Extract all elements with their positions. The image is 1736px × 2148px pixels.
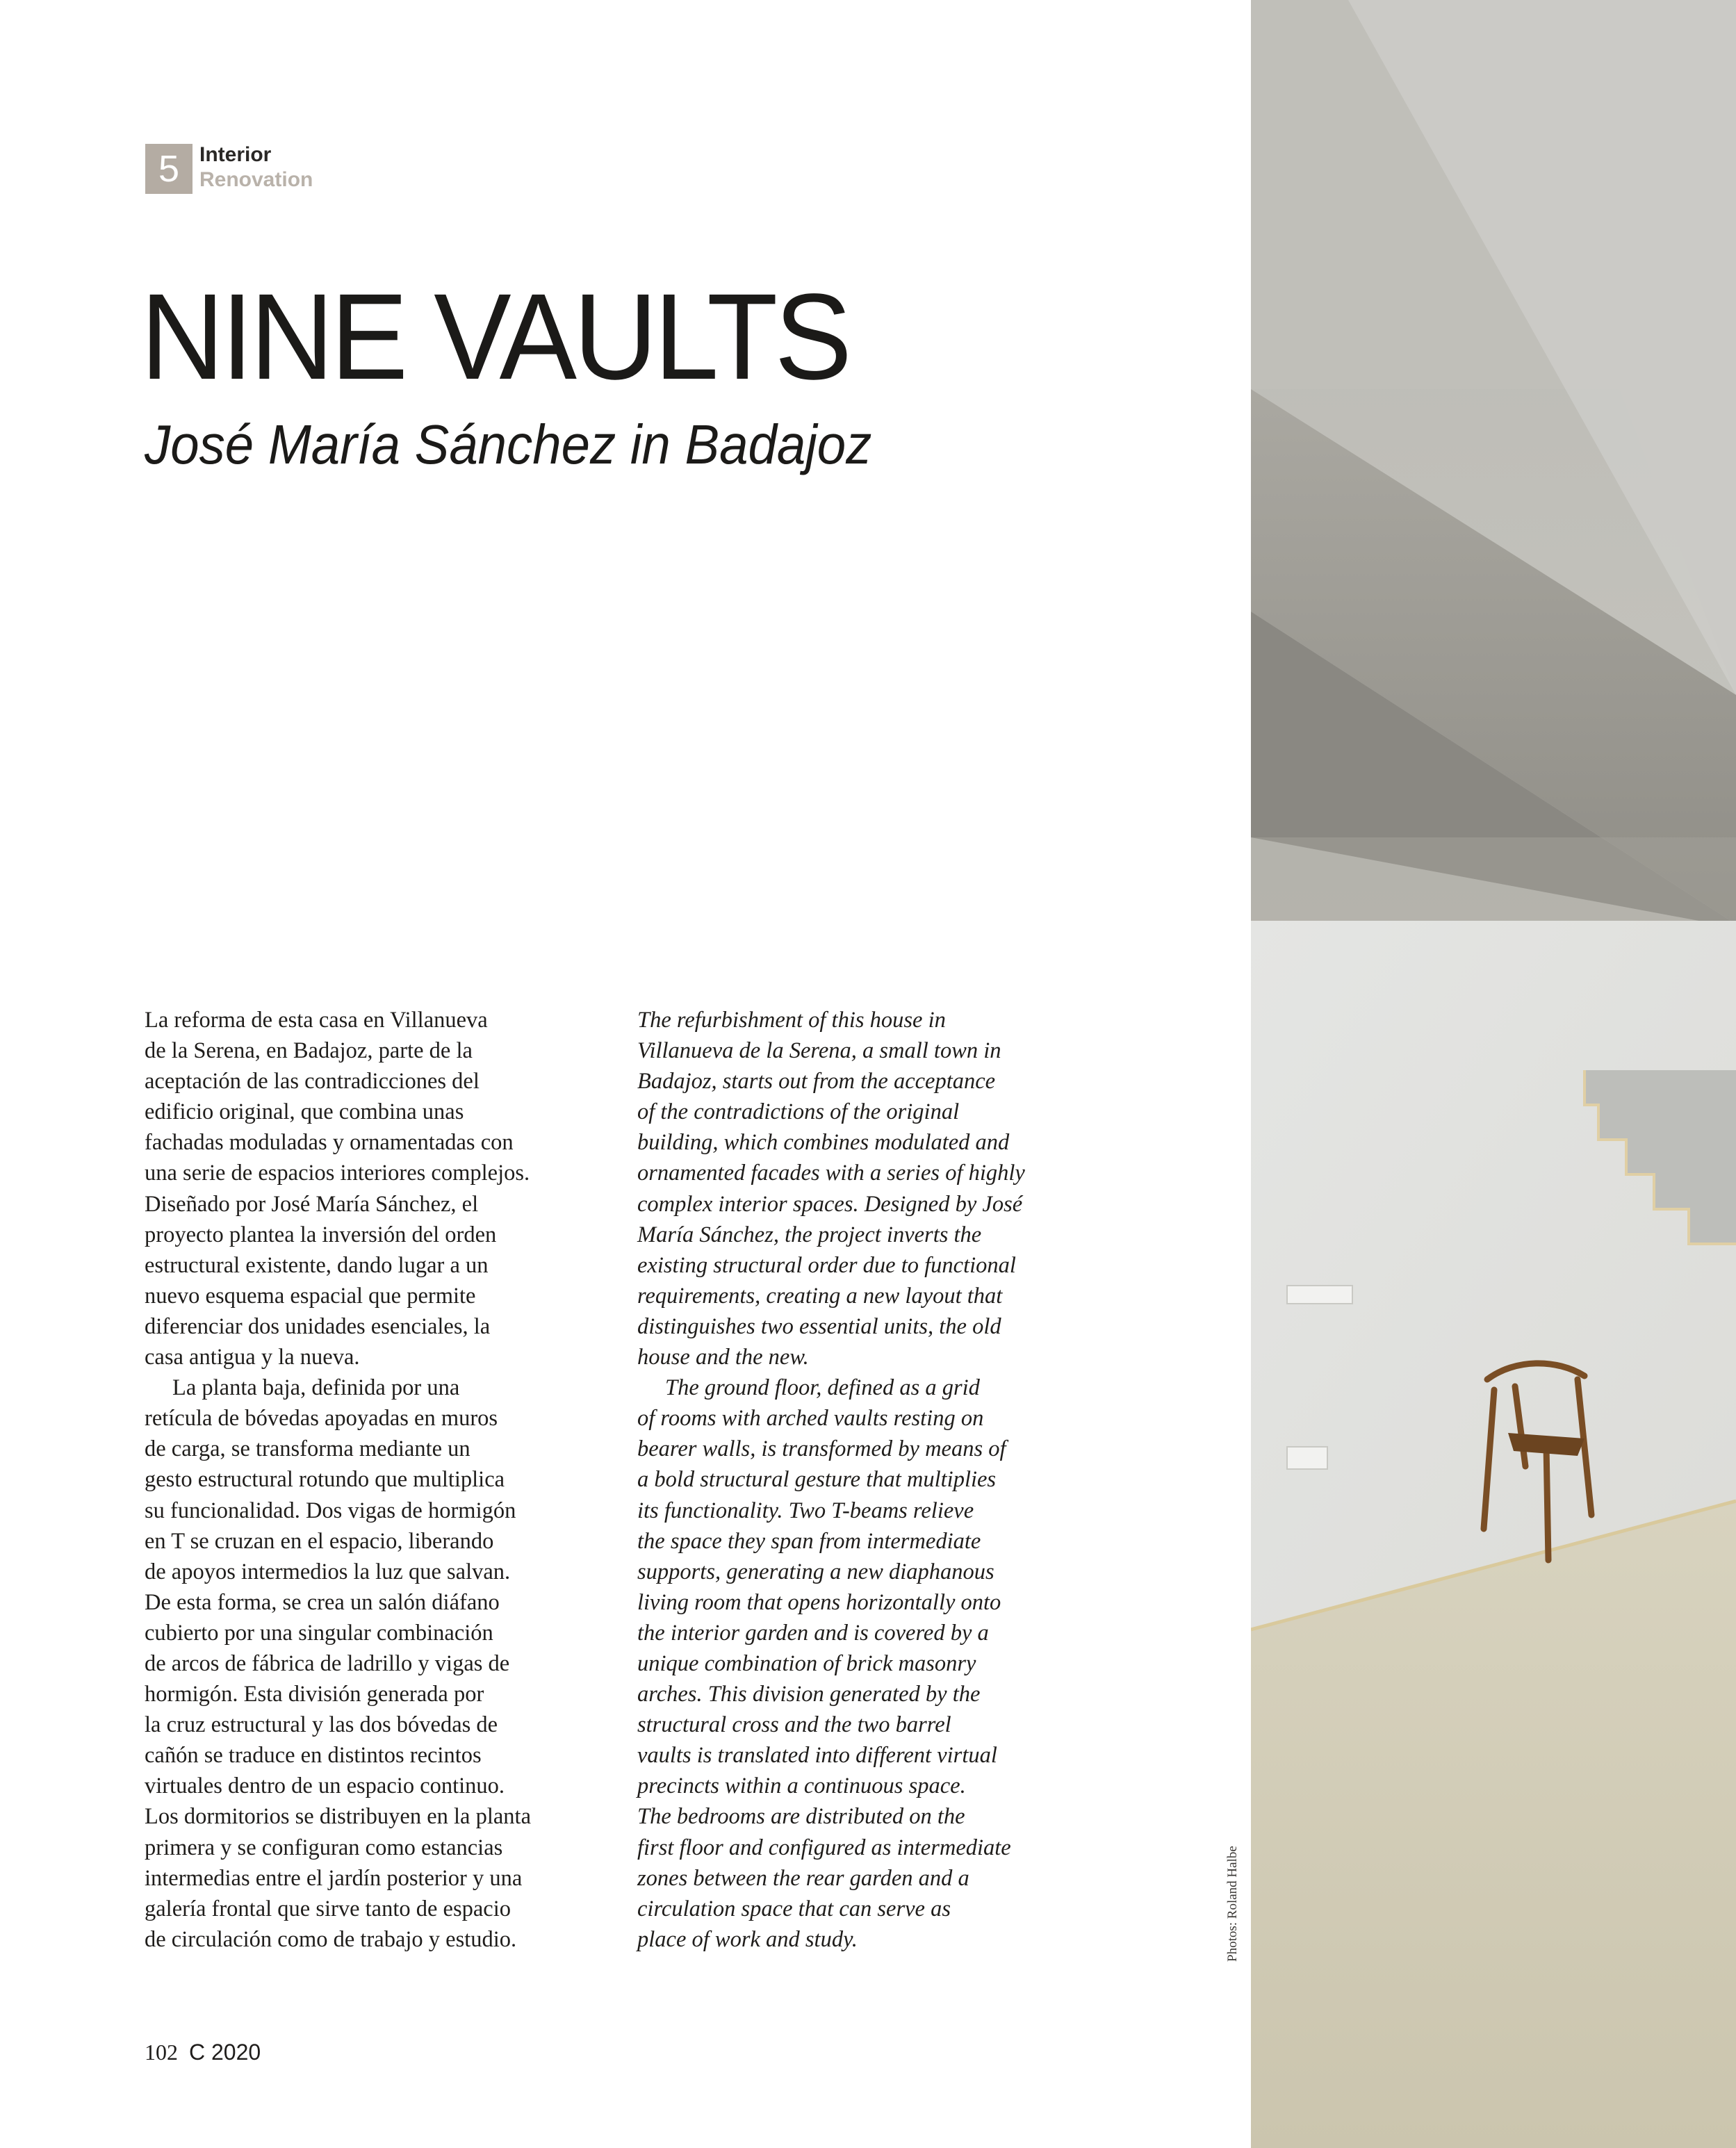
body-text-line: of rooms with arched vaults resting on: [637, 1406, 984, 1432]
body-text-line: una serie de espacios interiores complejos.: [145, 1161, 530, 1186]
body-text-line: its functionality. Two T-beams relieve: [637, 1498, 974, 1523]
body-text-line: primera y se configuran como estancias: [145, 1835, 503, 1860]
body-column-spanish: [145, 1005, 617, 1955]
body-text-line: existing structural order due to functional: [637, 1252, 1016, 1278]
page-folio: [145, 2038, 261, 2066]
body-text-line: La reforma de esta casa en Villanueva: [145, 1008, 488, 1033]
body-text-line: The ground floor, defined as a grid: [665, 1375, 980, 1401]
body-text-line: precincts within a continuous space.: [637, 1773, 966, 1799]
body-text-line: en T se cruzan en el espacio, liberando: [145, 1528, 494, 1554]
body-text-line: a bold structural gesture that multiplies: [637, 1467, 997, 1493]
body-text-line: la cruz estructural y las dos bóvedas de: [145, 1712, 498, 1738]
body-text-line: intermedias entre el jardín posterior y una: [145, 1865, 523, 1891]
body-text-line: virtuales dentro de un espacio continuo.: [145, 1773, 505, 1799]
body-text-line: cubierto por una singular combinación: [145, 1620, 493, 1646]
body-text-line: de la Serena, en Badajoz, parte de la: [145, 1038, 473, 1064]
body-text-line: gesto estructural rotundo que multiplica: [145, 1467, 505, 1493]
body-text-line: aceptación de las contradicciones del: [145, 1069, 480, 1095]
body-text-line: hormigón. Esta división generada por: [145, 1682, 484, 1707]
body-text-line: Villanueva de la Serena, a small town in: [637, 1038, 1001, 1064]
body-text-line: Badajoz, starts out from the acceptance: [637, 1069, 996, 1095]
body-text-line: complex interior spaces. Designed by José: [637, 1191, 1023, 1217]
article-subtitle: José María Sánchez in Badajoz: [145, 413, 872, 475]
body-text-line: de arcos de fábrica de ladrillo y vigas de: [145, 1650, 510, 1676]
section-subcategory: Renovation: [199, 168, 313, 191]
body-text-line: estructural existente, dando lugar a un: [145, 1252, 489, 1278]
body-text-line: edificio original, que combina unas: [145, 1099, 464, 1125]
body-text-line: distinguishes two essential units, the old: [637, 1313, 1001, 1339]
body-text-line: bearer walls, is transformed by means of: [637, 1436, 1006, 1462]
photo-credit: Photos: Roland Halbe: [1225, 1846, 1240, 1962]
section-category: Interior: [199, 143, 272, 166]
body-text-line: circulation space that can serve as: [637, 1896, 951, 1921]
body-text-line: building, which combines modulated and: [637, 1130, 1010, 1156]
body-text-line: Los dormitorios se distribuyen en la planta: [145, 1804, 532, 1830]
body-text-line: Diseñado por José María Sánchez, el: [145, 1191, 479, 1217]
body-text-line: de circulación como de trabajo y estudio.: [145, 1926, 517, 1952]
body-text-line: house and the new.: [637, 1345, 809, 1370]
article-title: NINE VAULTS: [140, 269, 849, 405]
body-text-line: retícula de bóvedas apoyadas en muros: [145, 1406, 498, 1432]
body-text-line: first floor and configured as intermediate: [637, 1835, 1011, 1860]
body-text-line: of the contradictions of the original: [637, 1099, 960, 1125]
body-text-line: ornamented facades with a series of highly: [637, 1161, 1025, 1186]
body-text-line: galería frontal que sirve tanto de espacio: [145, 1896, 511, 1921]
body-text-line: La planta baja, definida por una: [172, 1375, 460, 1401]
body-column-english: [637, 1005, 1110, 1955]
body-text-line: vaults is translated into different virtual: [637, 1743, 997, 1769]
body-text-line: de apoyos intermedios la luz que salvan.: [145, 1559, 511, 1584]
magazine-issue: C 2020: [189, 2040, 261, 2065]
body-text-line: cañón se traduce en distintos recintos: [145, 1743, 482, 1769]
body-text-line: su funcionalidad. Dos vigas de hormigón: [145, 1498, 516, 1523]
body-text-line: de carga, se transforma mediante un: [145, 1436, 470, 1462]
body-text-line: zones between the rear garden and a: [637, 1865, 969, 1891]
body-text-line: requirements, creating a new layout that: [637, 1283, 1003, 1309]
body-text-line: diferenciar dos unidades esenciales, la: [145, 1313, 491, 1339]
body-text-line: The refurbishment of this house in: [637, 1008, 946, 1033]
body-text-line: The bedrooms are distributed on the: [637, 1804, 965, 1830]
body-text-line: unique combination of brick masonry: [637, 1650, 976, 1676]
body-text-line: fachadas moduladas y ornamentadas con: [145, 1130, 514, 1156]
body-text-line: nuevo esquema espacial que permite: [145, 1283, 476, 1309]
body-text-line: De esta forma, se crea un salón diáfano: [145, 1589, 500, 1615]
body-text-line: the interior garden and is covered by a: [637, 1620, 989, 1646]
section-number-badge: 5: [145, 144, 193, 194]
body-text-line: proyecto plantea la inversión del orden: [145, 1222, 497, 1247]
body-text-line: living room that opens horizontally onto: [637, 1589, 1001, 1615]
body-text-line: casa antigua y la nueva.: [145, 1345, 360, 1370]
interior-photo: [1251, 0, 1736, 2148]
body-text-line: supports, generating a new diaphanous: [637, 1559, 994, 1584]
body-text-line: arches. This division generated by the: [637, 1682, 981, 1707]
body-text-line: structural cross and the two barrel: [637, 1712, 951, 1738]
body-text-line: place of work and study.: [637, 1926, 858, 1952]
body-text-line: María Sánchez, the project inverts the: [637, 1222, 982, 1247]
page-number: 102: [145, 2040, 178, 2065]
body-text-line: the space they span from intermediate: [637, 1528, 981, 1554]
